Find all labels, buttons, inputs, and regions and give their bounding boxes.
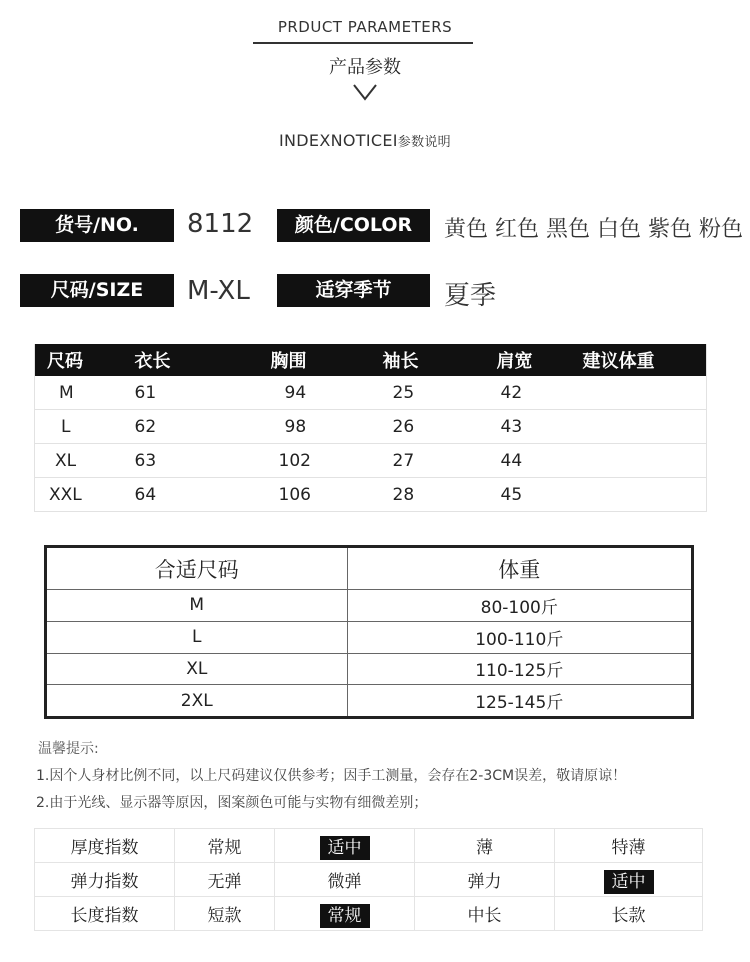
index-option — [275, 829, 415, 863]
weight-table-frame — [44, 545, 694, 719]
table-cell — [583, 478, 707, 512]
sleeve-col-header: 袖长 — [359, 344, 475, 376]
table-cell: 25 — [359, 376, 475, 410]
chest-col-header: 胸围 — [243, 344, 359, 376]
weight-table — [47, 548, 691, 716]
weight-table-header — [47, 548, 691, 590]
table-row — [35, 410, 707, 444]
tip-line-2: 2.由于光线、显示器等原因，图案颜色可能与实物有细微差别； — [36, 795, 428, 811]
notice-separator: I — [392, 131, 398, 150]
table-cell: L — [35, 410, 135, 444]
index-option: 无弹 — [175, 863, 275, 897]
table-cell: 44 — [475, 444, 583, 478]
tip-line-1: 1.因个人身材比例不同，以上尺码建议仅供参考；因手工测量，会存在2-3CM误差，敬请原谅！ — [36, 768, 627, 784]
season-value: 夏季 — [444, 281, 497, 311]
index-option-selected: 适中 — [604, 870, 654, 894]
table-cell: 45 — [475, 478, 583, 512]
item-no-tag: 货号/NO. — [20, 209, 174, 242]
table-cell: 110-125斤 — [347, 653, 691, 685]
index-option: 特薄 — [555, 829, 703, 863]
table-cell: 64 — [135, 478, 243, 512]
size-table — [34, 344, 707, 512]
tips-title: 温馨提示: — [38, 741, 99, 757]
index-option-selected: 常规 — [320, 904, 370, 928]
table-cell — [583, 376, 707, 410]
table-row — [47, 621, 691, 653]
index-option — [555, 863, 703, 897]
season-tag: 适穿季节 — [277, 274, 430, 307]
table-row — [47, 685, 691, 716]
body-weight-col-header: 体重 — [347, 548, 691, 590]
fit-size-col-header: 合适尺码 — [47, 548, 347, 590]
table-row — [47, 590, 691, 622]
elasticity-index-row — [35, 863, 703, 897]
notice-heading — [0, 131, 730, 150]
chevron-down-icon — [351, 82, 379, 102]
shoulder-col-header: 肩宽 — [475, 344, 583, 376]
table-row — [35, 376, 707, 410]
index-label: 厚度指数 — [35, 829, 175, 863]
table-cell: 100-110斤 — [347, 621, 691, 653]
table-cell: 63 — [135, 444, 243, 478]
table-cell: M — [35, 376, 135, 410]
index-label: 弹力指数 — [35, 863, 175, 897]
table-row — [35, 444, 707, 478]
table-cell: L — [47, 621, 347, 653]
table-cell: M — [47, 590, 347, 622]
color-tag: 颜色/COLOR — [277, 209, 430, 242]
index-option: 长款 — [555, 897, 703, 931]
length-col-header: 衣长 — [135, 344, 243, 376]
table-cell: 2XL — [47, 685, 347, 716]
index-option: 薄 — [415, 829, 555, 863]
index-option: 弹力 — [415, 863, 555, 897]
index-option: 中长 — [415, 897, 555, 931]
length-index-row — [35, 897, 703, 931]
header-divider — [253, 42, 473, 44]
notice-cn: 参数说明 — [397, 135, 451, 150]
header-title-en: PRDUCT PARAMETERS — [277, 18, 453, 36]
table-row — [35, 478, 707, 512]
table-cell: 80-100斤 — [347, 590, 691, 622]
table-cell — [583, 410, 707, 444]
index-option: 微弹 — [275, 863, 415, 897]
thickness-index-row — [35, 829, 703, 863]
table-cell: 61 — [135, 376, 243, 410]
table-cell: 42 — [475, 376, 583, 410]
table-cell: 102 — [243, 444, 359, 478]
table-cell: 43 — [475, 410, 583, 444]
size-value: M-XL — [187, 276, 250, 306]
table-cell: 94 — [243, 376, 359, 410]
table-cell: 62 — [135, 410, 243, 444]
index-option: 常规 — [175, 829, 275, 863]
index-option: 短款 — [175, 897, 275, 931]
table-row — [47, 653, 691, 685]
index-table — [34, 828, 703, 931]
table-cell: XL — [35, 444, 135, 478]
index-option-selected: 适中 — [320, 836, 370, 860]
header-title-cn: 产品参数 — [329, 57, 401, 78]
size-table-header — [35, 344, 707, 376]
weight-col-header: 建议体重 — [583, 344, 707, 376]
size-tag: 尺码/SIZE — [20, 274, 174, 307]
table-cell — [583, 444, 707, 478]
notice-en: INDEXNOTICE — [279, 131, 393, 150]
item-no-value: 8112 — [187, 209, 254, 239]
index-option — [275, 897, 415, 931]
table-cell: 27 — [359, 444, 475, 478]
table-cell: 125-145斤 — [475, 693, 564, 714]
size-col-header: 尺码 — [35, 344, 135, 376]
table-cell: 98 — [243, 410, 359, 444]
table-cell: XL — [47, 653, 347, 685]
table-cell: 106 — [243, 478, 359, 512]
color-value: 黄色 红色 黑色 白色 紫色 粉色 — [444, 217, 743, 242]
table-cell: 28 — [359, 478, 475, 512]
index-label: 长度指数 — [35, 897, 175, 931]
table-cell: XXL — [35, 478, 135, 512]
table-cell: 26 — [359, 410, 475, 444]
